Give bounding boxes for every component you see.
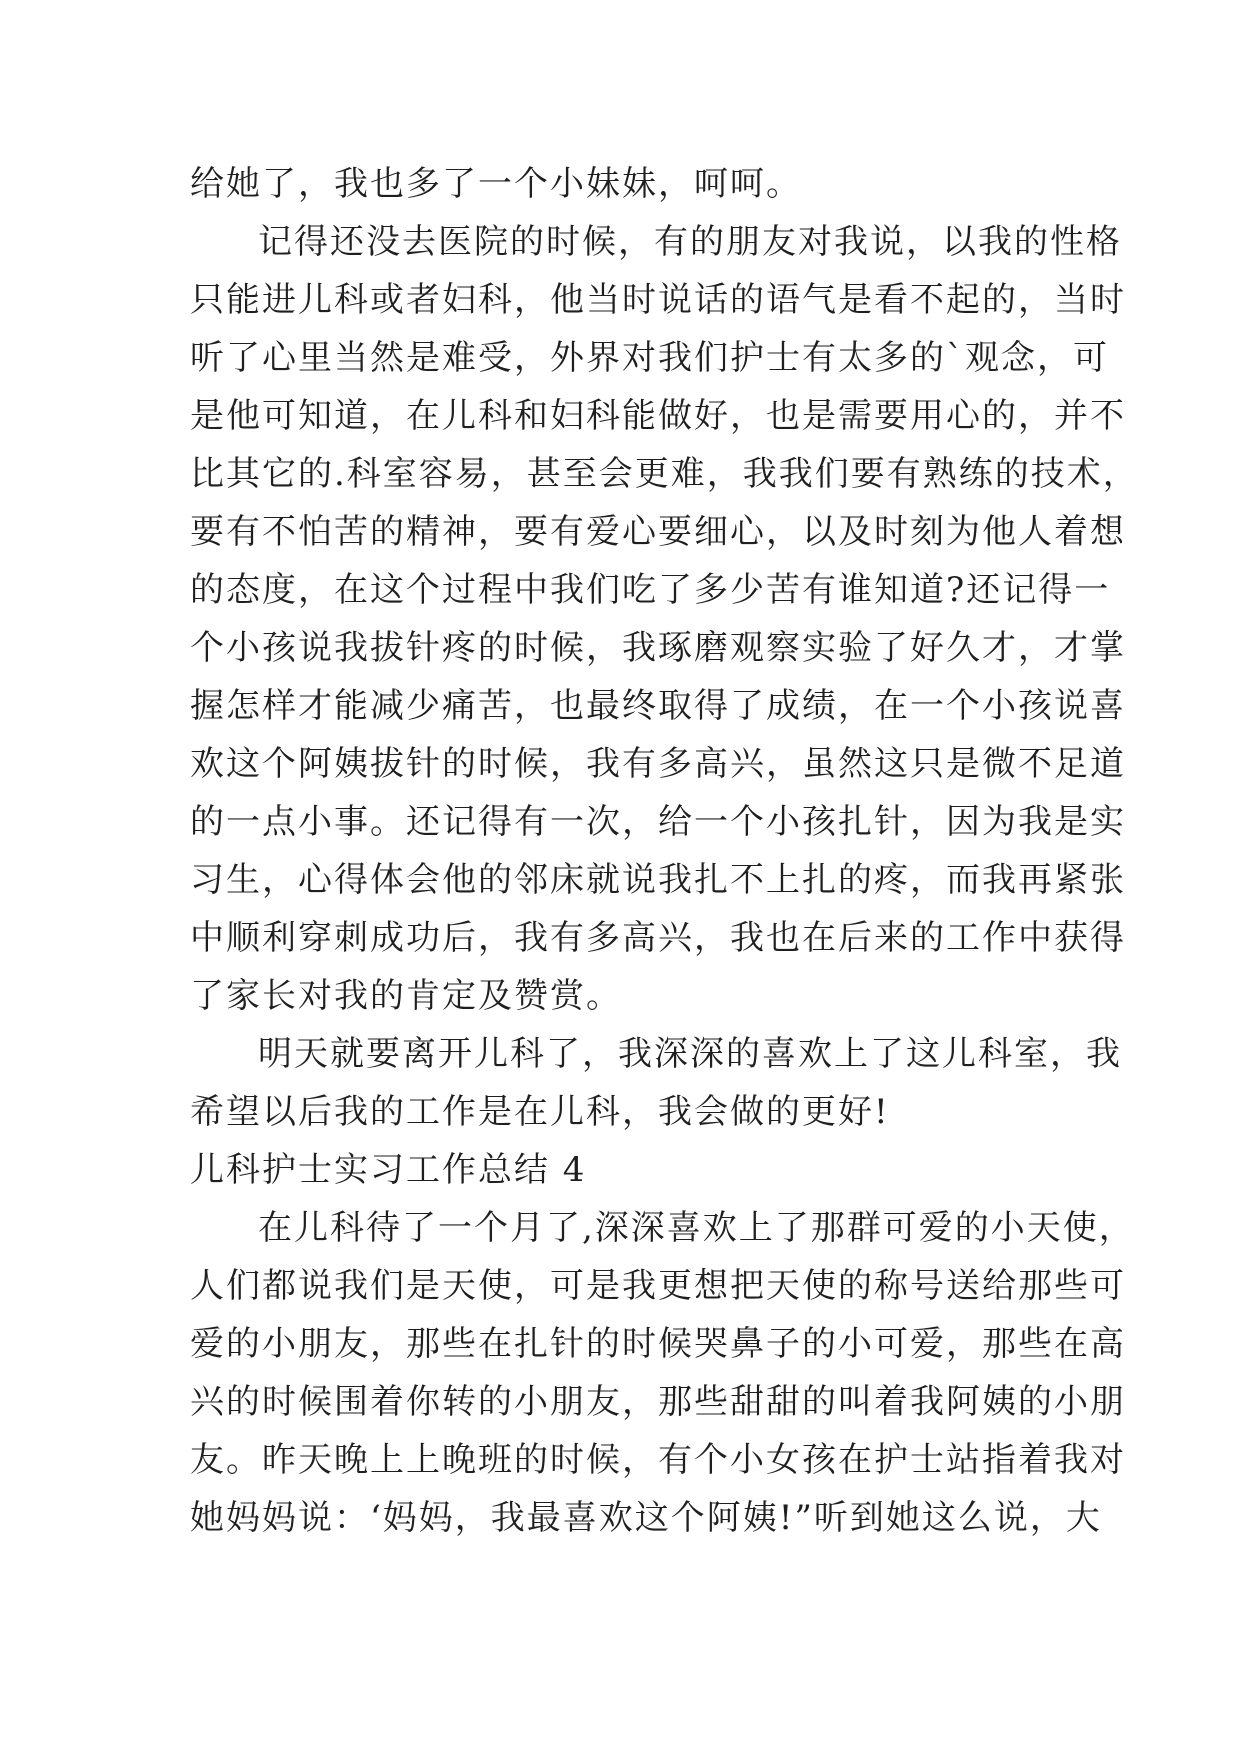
text-line: 了家长对我的肯定及赞赏。	[190, 976, 622, 1016]
text-line: 在儿科待了一个月了,深深喜欢上了那群可爱的小天使，	[258, 1208, 1135, 1248]
text-line: 习生，心得体会他的邻床就说我扎不上扎的疼，而我再紧张	[190, 860, 1126, 900]
text-line: 听了心里当然是难受，外界对我们护士有太多的`观念，可	[190, 338, 1109, 378]
text-line: 的态度，在这个过程中我们吃了多少苦有谁知道?还记得一	[190, 570, 1111, 610]
text-line: 人们都说我们是天使，可是我更想把天使的称号送给那些可	[190, 1266, 1126, 1306]
text-line: 是他可知道，在儿科和妇科能做好，也是需要用心的，并不	[190, 396, 1126, 436]
text-line: 明天就要离开儿科了，我深深的喜欢上了这儿科室，我	[258, 1034, 1122, 1074]
text-line: 爱的小朋友，那些在扎针的时候哭鼻子的小可爱，那些在高	[190, 1324, 1126, 1364]
text-line: 只能进儿科或者妇科，他当时说话的语气是看不起的，当时	[190, 280, 1126, 320]
text-line: 她妈妈说：‘妈妈，我最喜欢这个阿姨!”听到她这么说，大	[190, 1498, 1102, 1538]
text-line: 希望以后我的工作是在儿科，我会做的更好!	[190, 1092, 890, 1132]
text-line: 欢这个阿姨拔针的时候，我有多高兴，虽然这只是微不足道	[190, 744, 1126, 784]
section-heading: 儿科护士实习工作总结 4	[190, 1150, 587, 1190]
text-line: 个小孩说我拔针疼的时候，我琢磨观察实验了好久才，才掌	[190, 628, 1126, 668]
text-line: 兴的时候围着你转的小朋友，那些甜甜的叫着我阿姨的小朋	[190, 1382, 1126, 1422]
text-line: 要有不怕苦的精神，要有爱心要细心，以及时刻为他人着想	[190, 512, 1126, 552]
text-line: 友。昨天晚上上晚班的时候，有个小女孩在护士站指着我对	[190, 1440, 1126, 1480]
text-line: 记得还没去医院的时候，有的朋友对我说，以我的性格	[258, 222, 1122, 262]
text-line: 的一点小事。还记得有一次，给一个小孩扎针，因为我是实	[190, 802, 1126, 842]
text-line: 比其它的.科室容易，甚至会更难，我我们要有熟练的技术，	[190, 454, 1139, 494]
text-line: 中顺利穿刺成功后，我有多高兴，我也在后来的工作中获得	[190, 918, 1126, 958]
text-line: 给她了，我也多了一个小妹妹，呵呵。	[190, 164, 802, 204]
text-line: 握怎样才能减少痛苦，也最终取得了成绩，在一个小孩说喜	[190, 686, 1126, 726]
